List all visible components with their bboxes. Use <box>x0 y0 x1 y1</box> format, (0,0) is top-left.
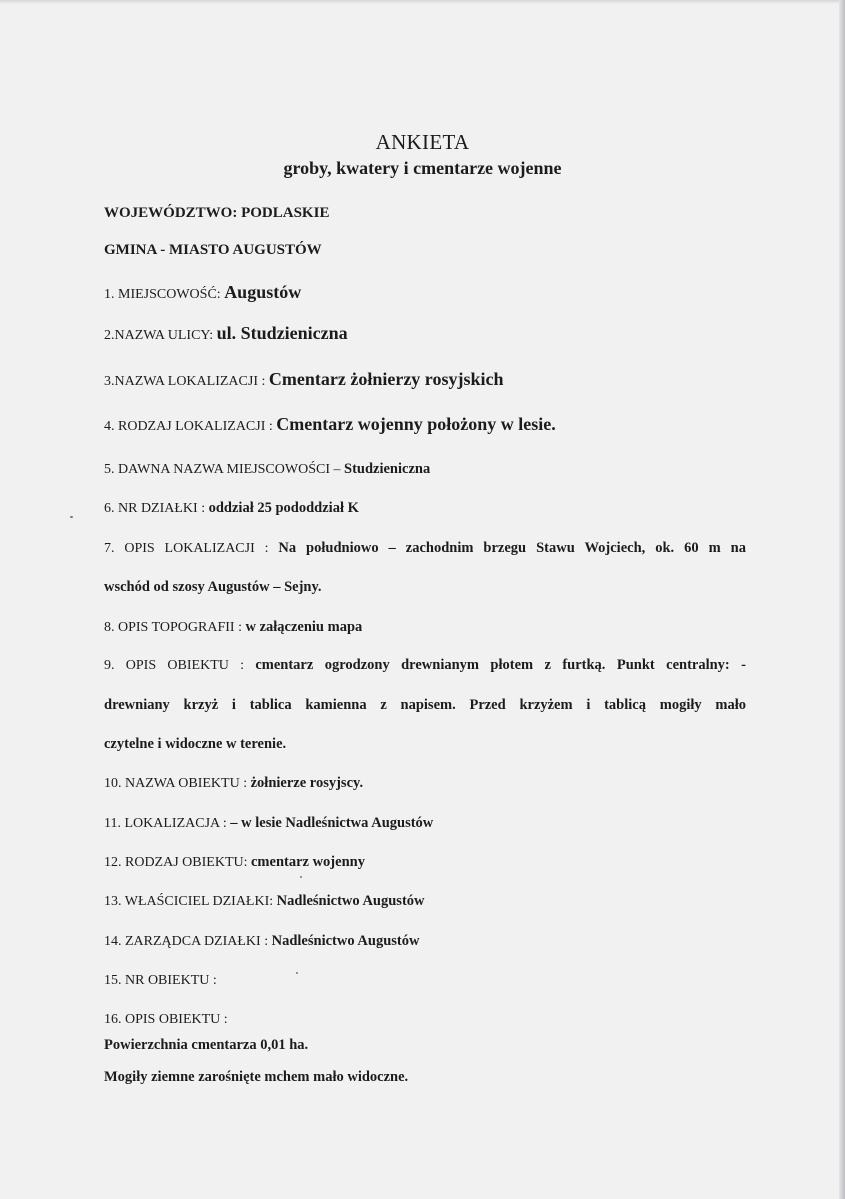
item-9-value-line2: drewniany krzyż i tablica kamienna z napisem. Przed krzyżem i tablicą mogiły mało <box>104 697 746 713</box>
item-2-value: ul. Studzieniczna <box>216 323 348 343</box>
item-9 <box>104 656 746 675</box>
item-9-label: 9. OPIS OBIEKTU : <box>104 658 256 673</box>
item-1-value: Augustów <box>224 282 302 302</box>
item-12-label: 12. RODZAJ OBIEKTU: <box>104 855 251 870</box>
item-3-label: 3.NAZWA LOKALIZACJI : <box>104 374 269 389</box>
item-5-label: 5. DAWNA NAZWA MIEJSCOWOŚCI – <box>104 462 344 477</box>
description-line-1: Powierzchnia cmentarza 0,01 ha. <box>104 1037 309 1053</box>
item-7-value-line2: wschód od szosy Augustów – Sejny. <box>104 579 322 595</box>
item-13-value: Nadleśnictwo Augustów <box>276 893 425 909</box>
item-1-label: 1. MIEJSCOWOŚĆ: <box>104 287 225 302</box>
item-14-value: Nadleśnictwo Augustów <box>271 933 420 949</box>
item-9-value-line3: czytelne i widoczne w terenie. <box>104 736 287 752</box>
item-15-label: 15. NR OBIEKTU : <box>104 973 217 988</box>
item-10 <box>104 774 363 793</box>
item-7-label: 7. OPIS LOKALIZACJI : <box>104 541 279 556</box>
item-11-value: – w lesie Nadleśnictwa Augustów <box>230 815 434 831</box>
item-8-label: 8. OPIS TOPOGRAFII : <box>104 620 246 635</box>
item-2-label: 2.NAZWA ULICY: <box>104 328 217 343</box>
item-7-value-line1: Na południowo – zachodnim brzegu Stawu Wojciech, ok. 60 m na <box>278 540 746 556</box>
description-line-2: Mogiły ziemne zarośnięte mchem mało widoczne. <box>104 1069 409 1085</box>
item-5-value: Studzieniczna <box>344 461 431 477</box>
item-7 <box>104 539 746 558</box>
item-14 <box>104 932 419 951</box>
item-15 <box>104 971 217 990</box>
item-3-value: Cmentarz żołnierzy rosyjskich <box>268 369 504 389</box>
item-6-value: oddział 25 pododdział K <box>208 500 359 516</box>
scan-edge-top <box>0 0 845 4</box>
municipality-line: GMINA - MIASTO AUGUSTÓW <box>104 242 322 258</box>
item-14-label: 14. ZARZĄDCA DZIAŁKI : <box>104 934 272 949</box>
item-5 <box>104 460 430 479</box>
item-16 <box>104 1010 228 1029</box>
scan-speck <box>300 876 302 878</box>
item-11-label: 11. LOKALIZACJA : <box>104 816 231 831</box>
item-13 <box>104 892 425 911</box>
item-10-label: 10. NAZWA OBIEKTU : <box>104 776 251 791</box>
document-title: ANKIETA <box>375 130 470 154</box>
item-6 <box>104 499 359 518</box>
item-3 <box>104 370 504 391</box>
voivodeship-line: WOJEWÓDZTWO: PODLASKIE <box>104 205 330 221</box>
item-16-label: 16. OPIS OBIEKTU : <box>104 1012 228 1027</box>
item-9-continuation-2 <box>104 735 286 753</box>
item-8 <box>104 618 362 637</box>
item-4-label: 4. RODZAJ LOKALIZACJI : <box>104 419 277 434</box>
item-1 <box>104 283 301 304</box>
item-8-value: w załączeniu mapa <box>245 619 363 635</box>
item-10-value: żołnierze rosyjscy. <box>250 775 364 791</box>
item-2 <box>104 324 348 345</box>
scan-edge-right <box>839 0 845 1199</box>
scan-speck <box>70 516 73 518</box>
item-6-label: 6. NR DZIAŁKI : <box>104 501 209 516</box>
document-subtitle: groby, kwatery i cmentarze wojenne <box>283 158 562 178</box>
item-12 <box>104 853 365 872</box>
item-9-continuation-1 <box>104 696 746 714</box>
item-12-value: cmentarz wojenny <box>251 854 365 870</box>
item-4-value: Cmentarz wojenny położony w lesie. <box>276 414 556 434</box>
item-11 <box>104 814 433 833</box>
item-13-label: 13. WŁAŚCICIEL DZIAŁKI: <box>104 894 277 909</box>
scan-speck <box>296 972 298 974</box>
item-9-value-line1: cmentarz ogrodzony drewnianym płotem z furtką. Punkt centralny: - <box>255 657 746 673</box>
item-4 <box>104 415 556 436</box>
item-7-continuation <box>104 578 322 596</box>
